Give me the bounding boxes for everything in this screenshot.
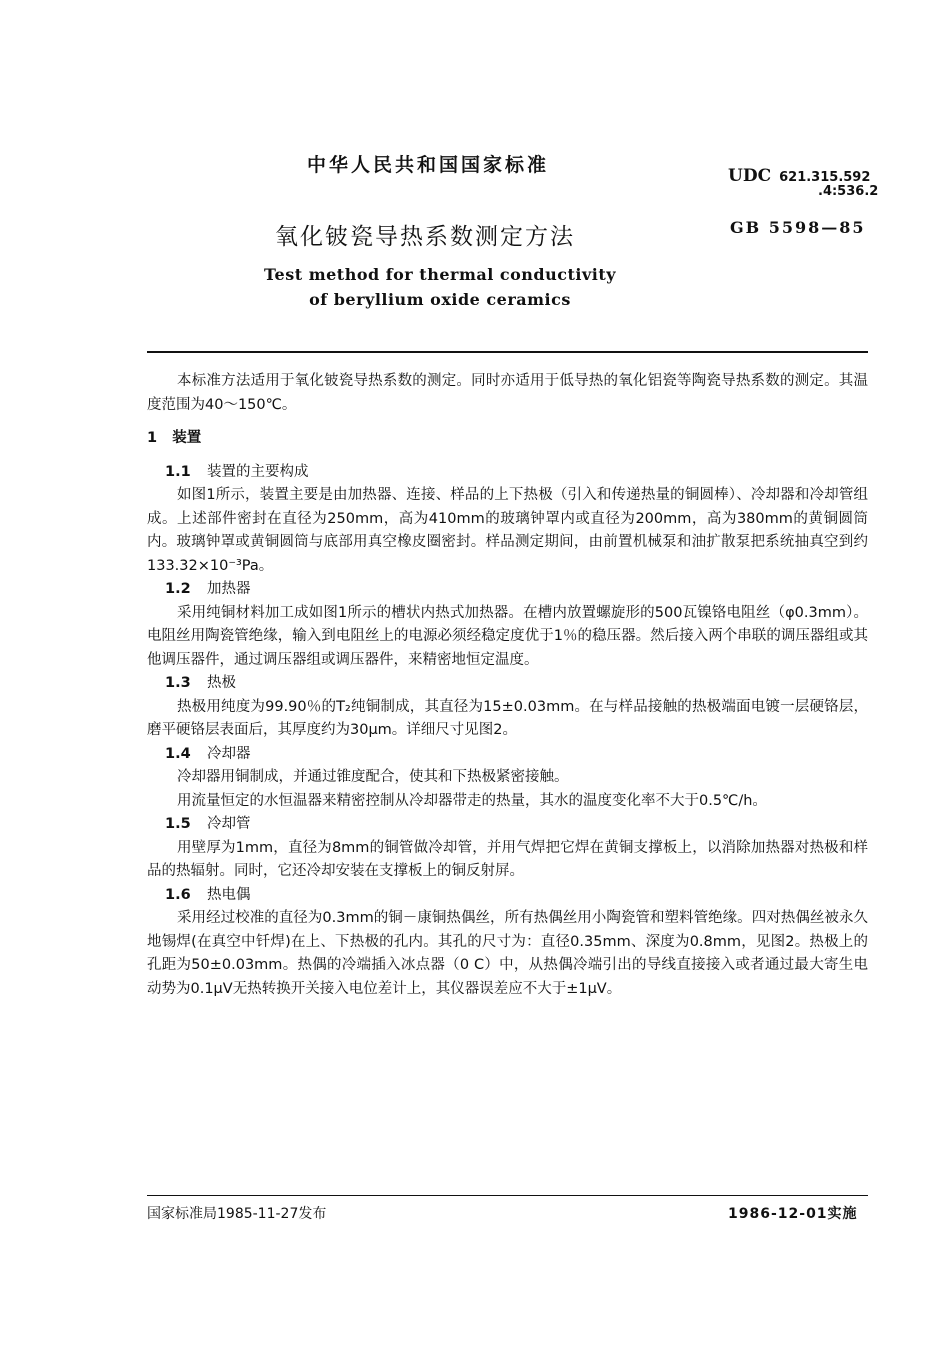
udc-number-line1: 621.315.592 <box>779 170 871 185</box>
document-body <box>147 370 868 1001</box>
intro-paragraph: 本标准方法适用于氧化铍瓷导热系数的测定。同时亦适用于低导热的氧化铝瓷等陶瓷导热系数的测定。其温度范围为40～150℃。 <box>147 373 868 413</box>
udc-number-line2: .4:536.2 <box>818 184 879 199</box>
section-1-1-title: 装置的主要构成 <box>207 463 309 480</box>
document-title-en-line2: of beryllium oxide ceramics <box>309 290 571 309</box>
gb-standard-code: GB 5598—85 <box>730 218 866 237</box>
document-title-en-line1: Test method for thermal conductivity <box>263 265 617 284</box>
national-standard-heading: 中华人民共和国国家标准 <box>307 154 550 176</box>
section-1-5-heading <box>147 813 868 837</box>
section-1-title: 装置 <box>172 430 202 446</box>
section-1-3-heading <box>147 672 868 696</box>
section-1-1-heading <box>147 461 868 485</box>
section-1-2-number: 1.2 <box>165 581 191 597</box>
section-1-1-number: 1.1 <box>165 463 191 480</box>
header-divider <box>147 351 868 353</box>
section-1-5-number: 1.5 <box>165 816 191 832</box>
section-1-1-text: 如图1所示，装置主要是由加热器、连接、样品的上下热极（引入和传递热量的铜圆棒）、冷却器和冷却管组成。上述部件密封在直径为250mm，高为410mm的玻璃钟罩内或直径为200mm，高为380mm的黄铜圆筒内。玻璃钟罩或黄铜圆筒与底部用真空橡皮圈密封。样品测定期间，由前置机械泵和油扩散泵把系统抽真空到约133.32×10⁻³Pa。 <box>147 487 868 574</box>
section-1-2-heading <box>147 578 868 602</box>
section-1-6-title: 热电偶 <box>207 886 251 903</box>
section-1-3-title: 热极 <box>207 675 236 691</box>
section-1-3-text: 热极用纯度为99.90％的T₂纯铜制成，其直径为15±0.03mm。在与样品接触的热极端面电镀一层硬铬层，磨平硬铬层表面后，其厚度约为30μm。详细尺寸见图2。 <box>147 698 868 738</box>
document-title-zh: 氧化铍瓷导热系数测定方法 <box>275 224 575 250</box>
section-1-5-text: 用壁厚为1mm，直径为8mm的铜管做冷却管，并用气焊把它焊在黄铜支撑板上，以消除加热器对热极和样品的热辐射。同时，它还冷却安装在支撑板上的铜反射屏。 <box>147 839 868 879</box>
section-1-6-text: 采用经过校准的直径为0.3mm的铜－康铜热偶丝，所有热偶丝用小陶瓷管和塑料管绝缘。四对热偶丝被永久地锡焊(在真空中钎焊)在上、下热极的孔内。其孔的尺寸为：直径0.35mm、深度为0.8mm，见图2。热极上的孔距为50±0.03mm。热偶的冷端插入冰点器（0 C）中，从热偶冷端引出的导线直接接入或者通过最大寄生电动势为0.1μV无热转换开关接入电位差计上，其仪器误差应不大于±1μV。 <box>147 910 868 997</box>
section-1-4-text-1: 冷却器用铜制成，并通过锥度配合，使其和下热极紧密接触。 <box>177 769 569 785</box>
section-1-4-heading <box>147 743 868 767</box>
footer-divider <box>147 1195 868 1196</box>
section-1-number: 1 <box>147 430 158 446</box>
section-1-heading <box>147 427 868 451</box>
udc-label: UDC <box>728 166 772 186</box>
effective-date: 1986-12-01实施 <box>728 1206 858 1222</box>
section-1-4-text-2: 用流量恒定的水恒温器来精密控制从冷却器带走的热量，其水的温度变化率不大于0.5℃/h。 <box>177 792 767 809</box>
section-1-4-number: 1.4 <box>165 745 191 762</box>
section-1-6-number: 1.6 <box>165 886 191 903</box>
udc-code <box>728 166 870 186</box>
section-1-2-title: 加热器 <box>207 581 251 597</box>
section-1-4-title: 冷却器 <box>207 745 251 762</box>
section-1-6-heading <box>147 884 868 908</box>
section-1-3-number: 1.3 <box>165 675 191 691</box>
section-1-5-title: 冷却管 <box>207 816 251 832</box>
section-1-2-text: 采用纯铜材料加工成如图1所示的槽状内热式加热器。在槽内放置螺旋形的500瓦镍铬电阻丝（φ0.3mm）。电阻丝用陶瓷管绝缘，输入到电阻丝上的电源必须经稳定度优于1％的稳压器。然后接入两个串联的调压器组或其他调压器件，通过调压器组或调压器件，来精密地恒定温度。 <box>147 604 868 668</box>
issue-date: 国家标准局1985-11-27发布 <box>147 1206 327 1222</box>
